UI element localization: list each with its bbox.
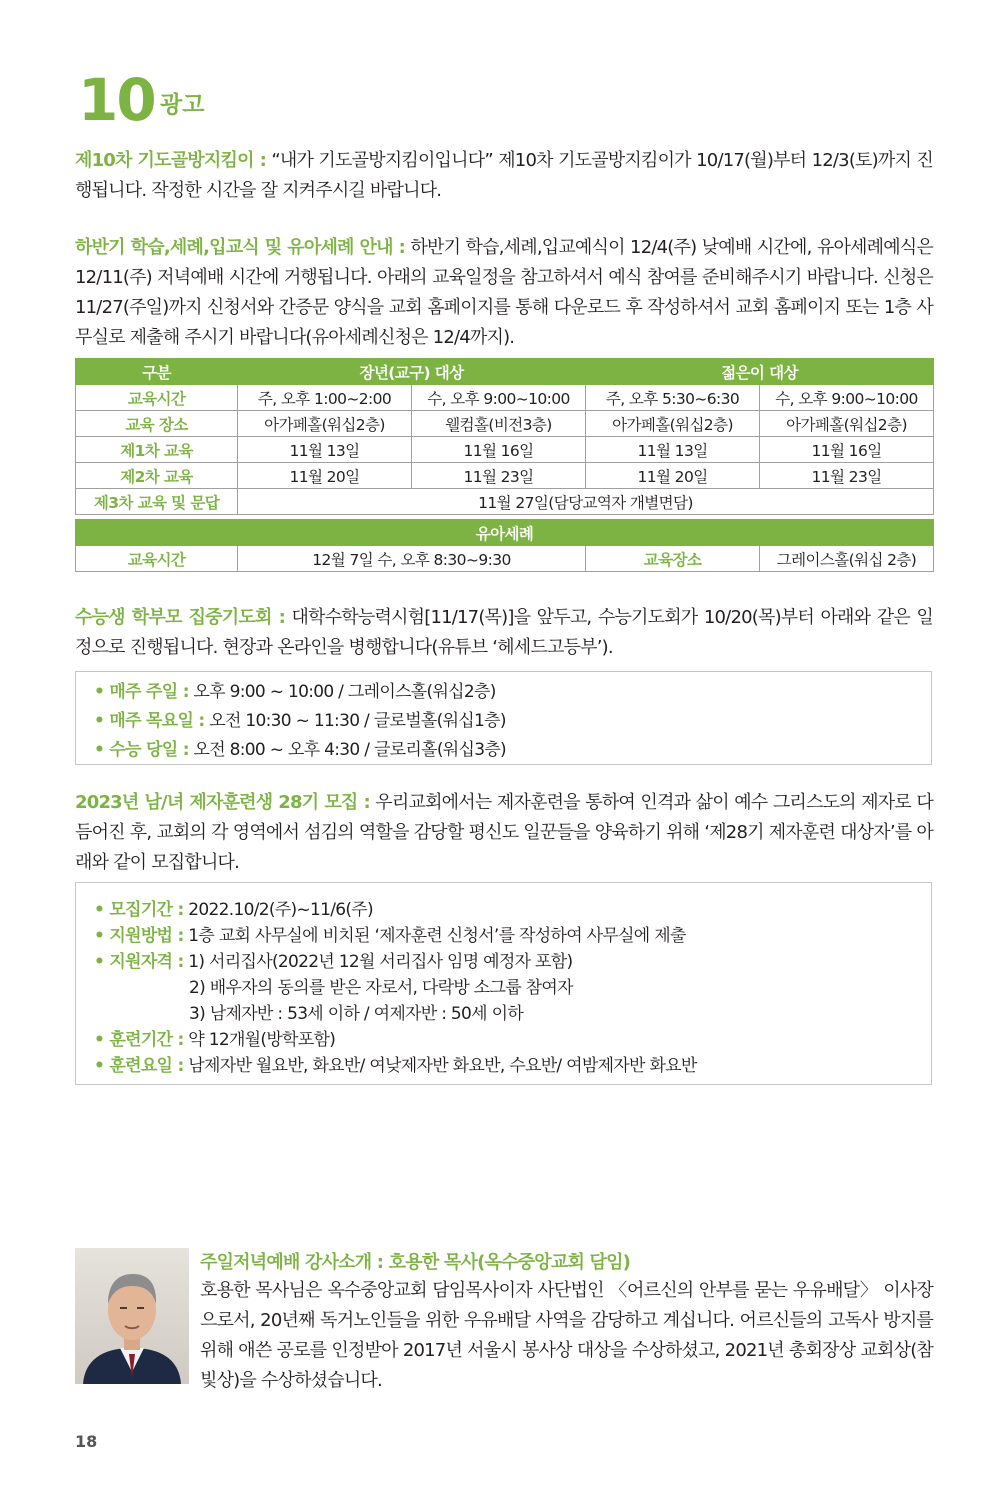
table-cell: 웰컴홀(비전3층): [412, 411, 586, 437]
table-cell: 11월 23일: [760, 463, 934, 489]
table-cell: 아가페홀(워십2층): [760, 411, 934, 437]
prayer-schedule-box: [75, 671, 932, 765]
list-item: [94, 947, 572, 972]
list-item: [94, 1051, 697, 1076]
notice-title: 수능생 학부모 집중기도회 :: [75, 607, 286, 628]
table-header: 유아세례: [76, 520, 934, 546]
row-label: 제1차 교육: [76, 437, 238, 463]
item-label: • 지원자격 :: [94, 952, 184, 972]
list-item: [94, 706, 506, 731]
list-item: [94, 1025, 335, 1050]
table-row: [76, 489, 934, 515]
table-header: 구분: [76, 359, 238, 385]
notice-discipleship: [75, 788, 933, 878]
notice-body: 하반기 학습,세례,입교예식이 12/4(주) 낮예배 시간에, 유아세례예식은 12/11(주) 저녁예배 시간에 거행됩니다. 아래의 교육일정을 참고하셔서 예식 참여를 준비해주시기 바랍니다. 신청은 11/27(주일)까지 신청서와 간증문 양식을 교회 홈페이지를 통해 다운로드 후 작성하셔서 교회 홈페이지 또는 1층 사무실로 제출해 주시기 바랍니다(유아세례신청은 12/4까지).: [75, 237, 933, 348]
speaker-title: 주일저녁예배 강사소개 : 호용한 목사(옥수중앙교회 담임): [200, 1252, 631, 1273]
notice-title: 제10차 기도골방지킴이 :: [75, 150, 266, 171]
notice-exam-prayer: [75, 603, 933, 663]
item-value: 오후 9:00 ~ 10:00 / 그레이스홀(워십2층): [188, 682, 496, 702]
table-cell: 주, 오후 5:30~6:30: [586, 385, 760, 411]
row-label: 제2차 교육: [76, 463, 238, 489]
table-cell: 11월 20일: [586, 463, 760, 489]
table-cell: 11월 13일: [238, 437, 412, 463]
item-label: • 매주 주일 :: [94, 682, 189, 702]
table-cell: 11월 16일: [760, 437, 934, 463]
item-value: 2022.10/2(주)~11/6(주): [183, 900, 373, 920]
row-label: 교육장소: [586, 546, 760, 572]
notice-title: 2023년 남/녀 제자훈련생 28기 모집 :: [75, 792, 370, 813]
speaker-photo: [75, 1248, 189, 1384]
item-value: 1층 교회 사무실에 비치된 ‘제자훈련 신청서’를 작성하여 사무실에 제출: [183, 926, 686, 946]
table-cell: 수, 오후 9:00~10:00: [412, 385, 586, 411]
table-header: 장년(교구) 대상: [238, 359, 586, 385]
item-value: 1) 서리집사(2022년 12월 서리집사 임명 예정자 포함): [183, 952, 573, 972]
table-cell: 12월 7일 수, 오후 8:30~9:30: [238, 546, 586, 572]
table-cell: 11월 23일: [412, 463, 586, 489]
education-schedule-table: [75, 358, 934, 572]
table-header: 젊은이 대상: [586, 359, 934, 385]
item-label: • 수능 당일 :: [94, 740, 189, 760]
row-label: 교육 장소: [76, 411, 238, 437]
notice-body: 대학수학능력시험[11/17(목)]을 앞두고, 수능기도회가 10/20(목)부터 아래와 같은 일정으로 진행됩니다. 현장과 온라인을 병행합니다(유튜브 ‘헤세드고등부’).: [75, 607, 934, 658]
item-label: • 훈련요일 :: [94, 1056, 184, 1076]
table-cell: 아가페홀(워십2층): [586, 411, 760, 437]
table-cell: 주, 오후 1:00~2:00: [238, 385, 412, 411]
list-item: [94, 735, 506, 760]
table-cell: 11월 27일(담당교역자 개별면담): [238, 489, 934, 515]
item-value: 약 12개월(방학포함): [183, 1030, 336, 1050]
table-cell: 11월 20일: [238, 463, 412, 489]
section-number: 10: [78, 66, 155, 134]
list-item: [94, 677, 496, 702]
notice-title: 하반기 학습,세례,입교식 및 유아세례 안내 :: [75, 237, 406, 258]
table-cell: 아가페홀(워십2층): [238, 411, 412, 437]
item-label: • 모집기간 :: [94, 900, 184, 920]
list-item: [94, 921, 686, 946]
table-header-row: [76, 359, 934, 385]
recruitment-box: [75, 882, 932, 1085]
page-number: 18: [75, 1432, 98, 1451]
list-item-continued: 2) 배우자의 동의를 받은 자로서, 다락방 소그룹 참여자: [189, 978, 573, 998]
section-title: 광고: [160, 92, 205, 118]
item-label: • 훈련기간 :: [94, 1030, 184, 1050]
notice-body: 우리교회에서는 제자훈련을 통하여 인격과 삶이 예수 그리스도의 제자로 다듬어진 후, 교회의 각 영역에서 섬김의 역할을 감당할 평신도 일꾼들을 양육하기 위해 ‘제28기 제자훈련 대상자’를 아래와 같이 모집합니다.: [75, 792, 933, 873]
item-value: 오전 10:30 ~ 11:30 / 글로벌홀(워십1층): [204, 711, 506, 731]
list-item: [94, 895, 373, 920]
item-value: 오전 8:00 ~ 오후 4:30 / 글로리홀(워십3층): [188, 740, 506, 760]
table-row: [76, 546, 934, 572]
row-label: 교육시간: [76, 546, 238, 572]
notice-body: “내가 기도골방지킴이입니다” 제10차 기도골방지킴이가 10/17(월)부터 12/3(토)까지 진행됩니다. 작정한 시간을 잘 지켜주시길 바랍니다.: [75, 150, 933, 201]
table-row: [76, 463, 934, 489]
portrait-image: [75, 1248, 189, 1384]
table-row: [76, 437, 934, 463]
notice-baptism: [75, 233, 933, 353]
notice-prayer-room: [75, 146, 933, 206]
row-label: 교육시간: [76, 385, 238, 411]
item-label: • 지원방법 :: [94, 926, 184, 946]
item-value: 남제자반 월요반, 화요반/ 여낮제자반 화요반, 수요반/ 여밤제자반 화요반: [183, 1056, 697, 1076]
table-cell: 11월 16일: [412, 437, 586, 463]
table-row: [76, 385, 934, 411]
table-cell: 그레이스홀(워십 2층): [760, 546, 934, 572]
list-item-continued: 3) 남제자반 : 53세 이하 / 여제자반 : 50세 이하: [189, 1004, 524, 1024]
table-row: [76, 411, 934, 437]
speaker-bio: 호용한 목사님은 옥수중앙교회 담임목사이자 사단법인 〈어르신의 안부를 묻는 우유배달〉 이사장으로서, 20년째 독거노인들을 위한 우유배달 사역을 감당하고 계십니다. 어르신들의 고독사 방지를 위해 애쓴 공로를 인정받아 2017년 서울시 봉사상 대상을 수상하셨고, 2021년 총회장상 교회상(참빛상)을 수상하셨습니다.: [200, 1280, 933, 1391]
table-cell: 수, 오후 9:00~10:00: [760, 385, 934, 411]
row-label: 제3차 교육 및 문답: [76, 489, 238, 515]
infant-header-row: [76, 520, 934, 546]
item-label: • 매주 목요일 :: [94, 711, 205, 731]
table-cell: 11월 13일: [586, 437, 760, 463]
